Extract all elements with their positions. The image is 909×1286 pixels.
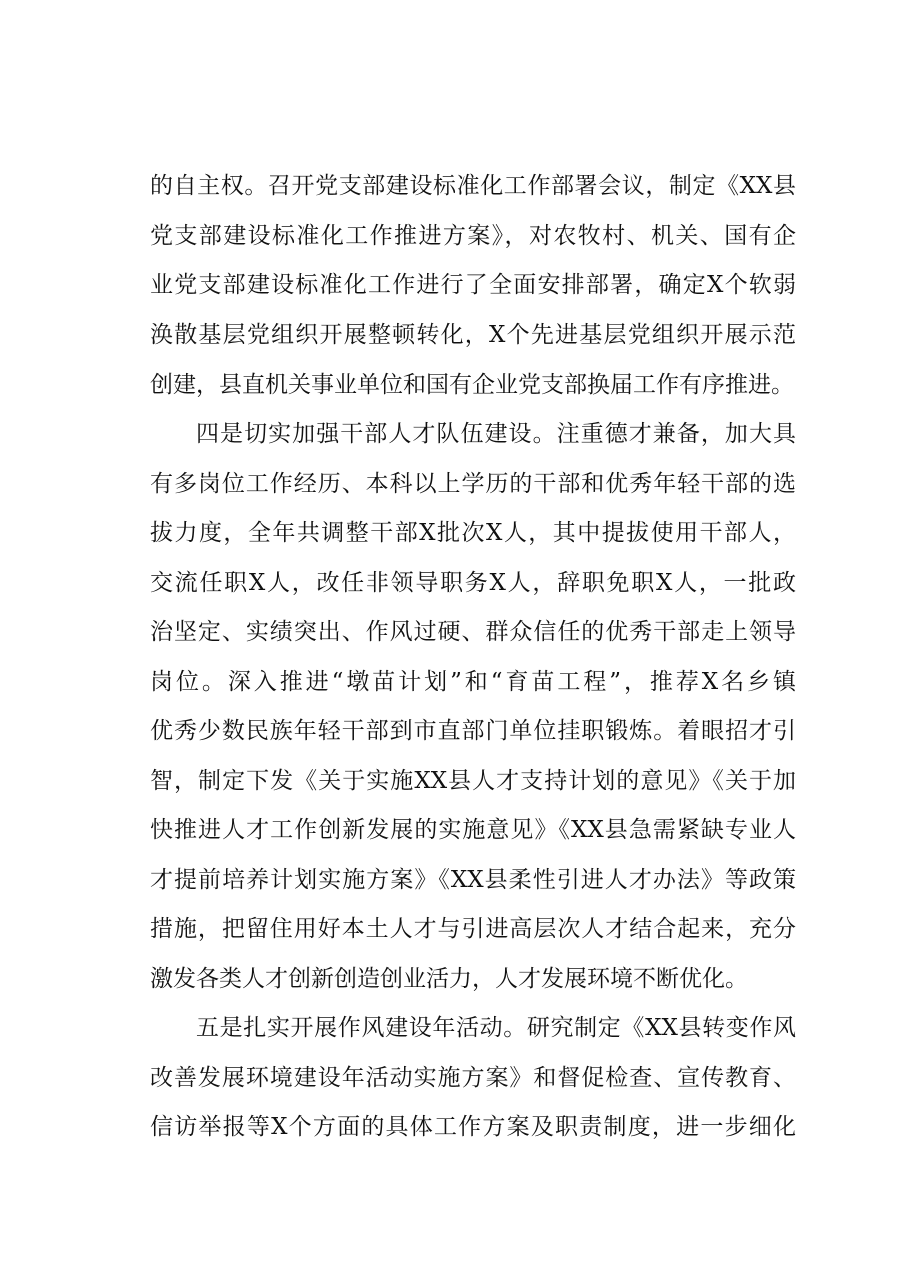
paragraph-line: 业党支部建设标准化工作进行了全面安排部署，确定X个软弱 xyxy=(150,272,796,298)
paragraph-line: 创建，县直机关事业单位和国有企业党支部换届工作有序推进。 xyxy=(150,372,794,398)
paragraph-line: 五是扎实开展作风建设年活动。研究制定《XX县转变作风 xyxy=(196,1015,796,1041)
paragraph-line: 才提前培养计划实施方案》《XX县柔性引进人才办法》等政策 xyxy=(150,867,796,893)
paragraph-line: 智，制定下发《关于实施XX县人才支持计划的意见》《关于加 xyxy=(150,768,796,794)
paragraph-line: 激发各类人才创新创造创业活力，人才发展环境不断优化。 xyxy=(150,966,748,992)
paragraph-line: 的自主权。召开党支部建设标准化工作部署会议，制定《XX县 xyxy=(150,173,796,199)
paragraph-line: 改善发展环境建设年活动实施方案》和督促检查、宣传教育、 xyxy=(150,1065,796,1091)
paragraph-line: 优秀少数民族年轻干部到市直部门单位挂职锻炼。着眼招才引 xyxy=(150,718,796,744)
paragraph-line: 岗位。深入推进“墩苗计划”和“育苗工程”，推荐X名乡镇 xyxy=(150,669,796,695)
paragraph-line: 涣散基层党组织开展整顿转化，X个先进基层党组织开展示范 xyxy=(150,322,796,348)
paragraph-line: 四是切实加强干部人才队伍建设。注重德才兼备，加大具 xyxy=(196,421,796,447)
paragraph-line: 有多岗位工作经历、本科以上学历的干部和优秀年轻干部的选 xyxy=(150,471,796,497)
paragraph-line: 快推进人才工作创新发展的实施意见》《XX县急需紧缺专业人 xyxy=(150,817,796,843)
paragraph-line: 信访举报等X个方面的具体工作方案及职责制度，进一步细化 xyxy=(150,1114,796,1140)
paragraph-line: 党支部建设标准化工作推进方案》，对农牧村、机关、国有企 xyxy=(150,223,796,249)
paragraph-line: 治坚定、实绩突出、作风过硬、群众信任的优秀干部走上领导 xyxy=(150,619,796,645)
paragraph-line: 拔力度，全年共调整干部X批次X人，其中提拔使用干部人， xyxy=(150,520,796,546)
paragraph-line: 措施，把留住用好本土人才与引进高层次人才结合起来，充分 xyxy=(150,916,796,942)
paragraph-line: 交流任职X人，改任非领导职务X人，辞职免职X人，一批政 xyxy=(150,570,796,596)
